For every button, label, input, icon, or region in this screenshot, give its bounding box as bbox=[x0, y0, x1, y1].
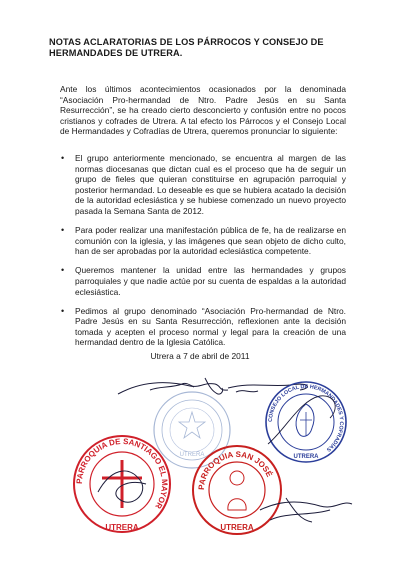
date-line: Utrera a 7 de abril de 2011 bbox=[150, 351, 250, 361]
right-seal-bottom-text: UTRERA bbox=[293, 454, 319, 460]
right-seal-ring-text: CONSEJO LOCAL DE HERMANDADES Y COFRADÍAS bbox=[267, 383, 345, 453]
list-item bbox=[60, 153, 346, 217]
point-text: El grupo anteriormente mencionado, se encuentra al margen de las normas diocesanas que dictan cual es el proceso que ha de seguir un grupo de fieles que quieran constituirse en agrupación parroquial y posterior hermandad. Lo deseable es que se hubiera acatado la decisión de la autoridad eclesiástica y se hubiese comenzado un nuevo proyecto pasada la Semana Santa de 2012. bbox=[75, 153, 346, 216]
point-text: Para poder realizar una manifestación pública de fe, ha de realizarse en comunión con la iglesia, y las imágenes que sean objeto de dicho culto, han de ser aprobadas por la autoridad eclesiástica competente. bbox=[75, 225, 346, 257]
intro-paragraph: Ante los últimos acontecimientos ocasionados por la denominada “Asociación Pro-hermandad de Ntro. Padre Jesús en su Santa Resurrección”, se ha creado cierto desconcierto y confusión entre no pocos cristianos y cofrades de Utrera. A tal efecto los Párrocos y el Consejo Local de Hermandades y Cofradías de Utrera, queremos pronunciar lo siguiente: bbox=[60, 84, 346, 137]
document-title: NOTAS ACLARATORIAS DE LOS PÁRROCOS Y CONSEJO DE HERMANDADES DE UTRERA. bbox=[49, 37, 324, 58]
right-seal bbox=[266, 382, 346, 462]
bullet-icon: • bbox=[61, 305, 65, 316]
parish-seal-ring-text: PARROQUIA SAN JOSÉ bbox=[196, 449, 274, 491]
point-text: Pedimos al grupo denominado “Asociación Pro-hermandad de Ntro. Padre Jesús en su Santa Resurrección, reflexionen ante la decisión tomada y acepten el proceso normal y legal para la creación de una hermandad dentro de la Iglesia Católica. bbox=[75, 305, 346, 348]
left-seal-bottom-text: UTRERA bbox=[105, 523, 139, 532]
parish-seal bbox=[193, 446, 281, 534]
point-text: Queremos mantener la unidad entre las hermandades y grupos parroquiales y que nadie actúe por su cuenta de espaldas a la autoridad eclesiástica. bbox=[75, 265, 346, 297]
list-item bbox=[60, 306, 346, 348]
bullet-icon: • bbox=[61, 153, 65, 163]
stamps-and-signatures bbox=[0, 360, 400, 560]
left-seal-ring-text: PARROQUIA DE SANTIAGO EL MAYOR bbox=[74, 436, 170, 511]
parish-seal-bottom-text: UTRERA bbox=[220, 523, 254, 532]
center-seal-text: UTRERA bbox=[179, 452, 205, 458]
list-item bbox=[60, 265, 346, 297]
bullet-icon: • bbox=[61, 225, 65, 236]
points-list bbox=[60, 153, 346, 357]
list-item bbox=[60, 225, 346, 257]
signature-bottom bbox=[260, 498, 352, 522]
bullet-icon: • bbox=[61, 265, 65, 276]
left-seal bbox=[74, 436, 170, 532]
